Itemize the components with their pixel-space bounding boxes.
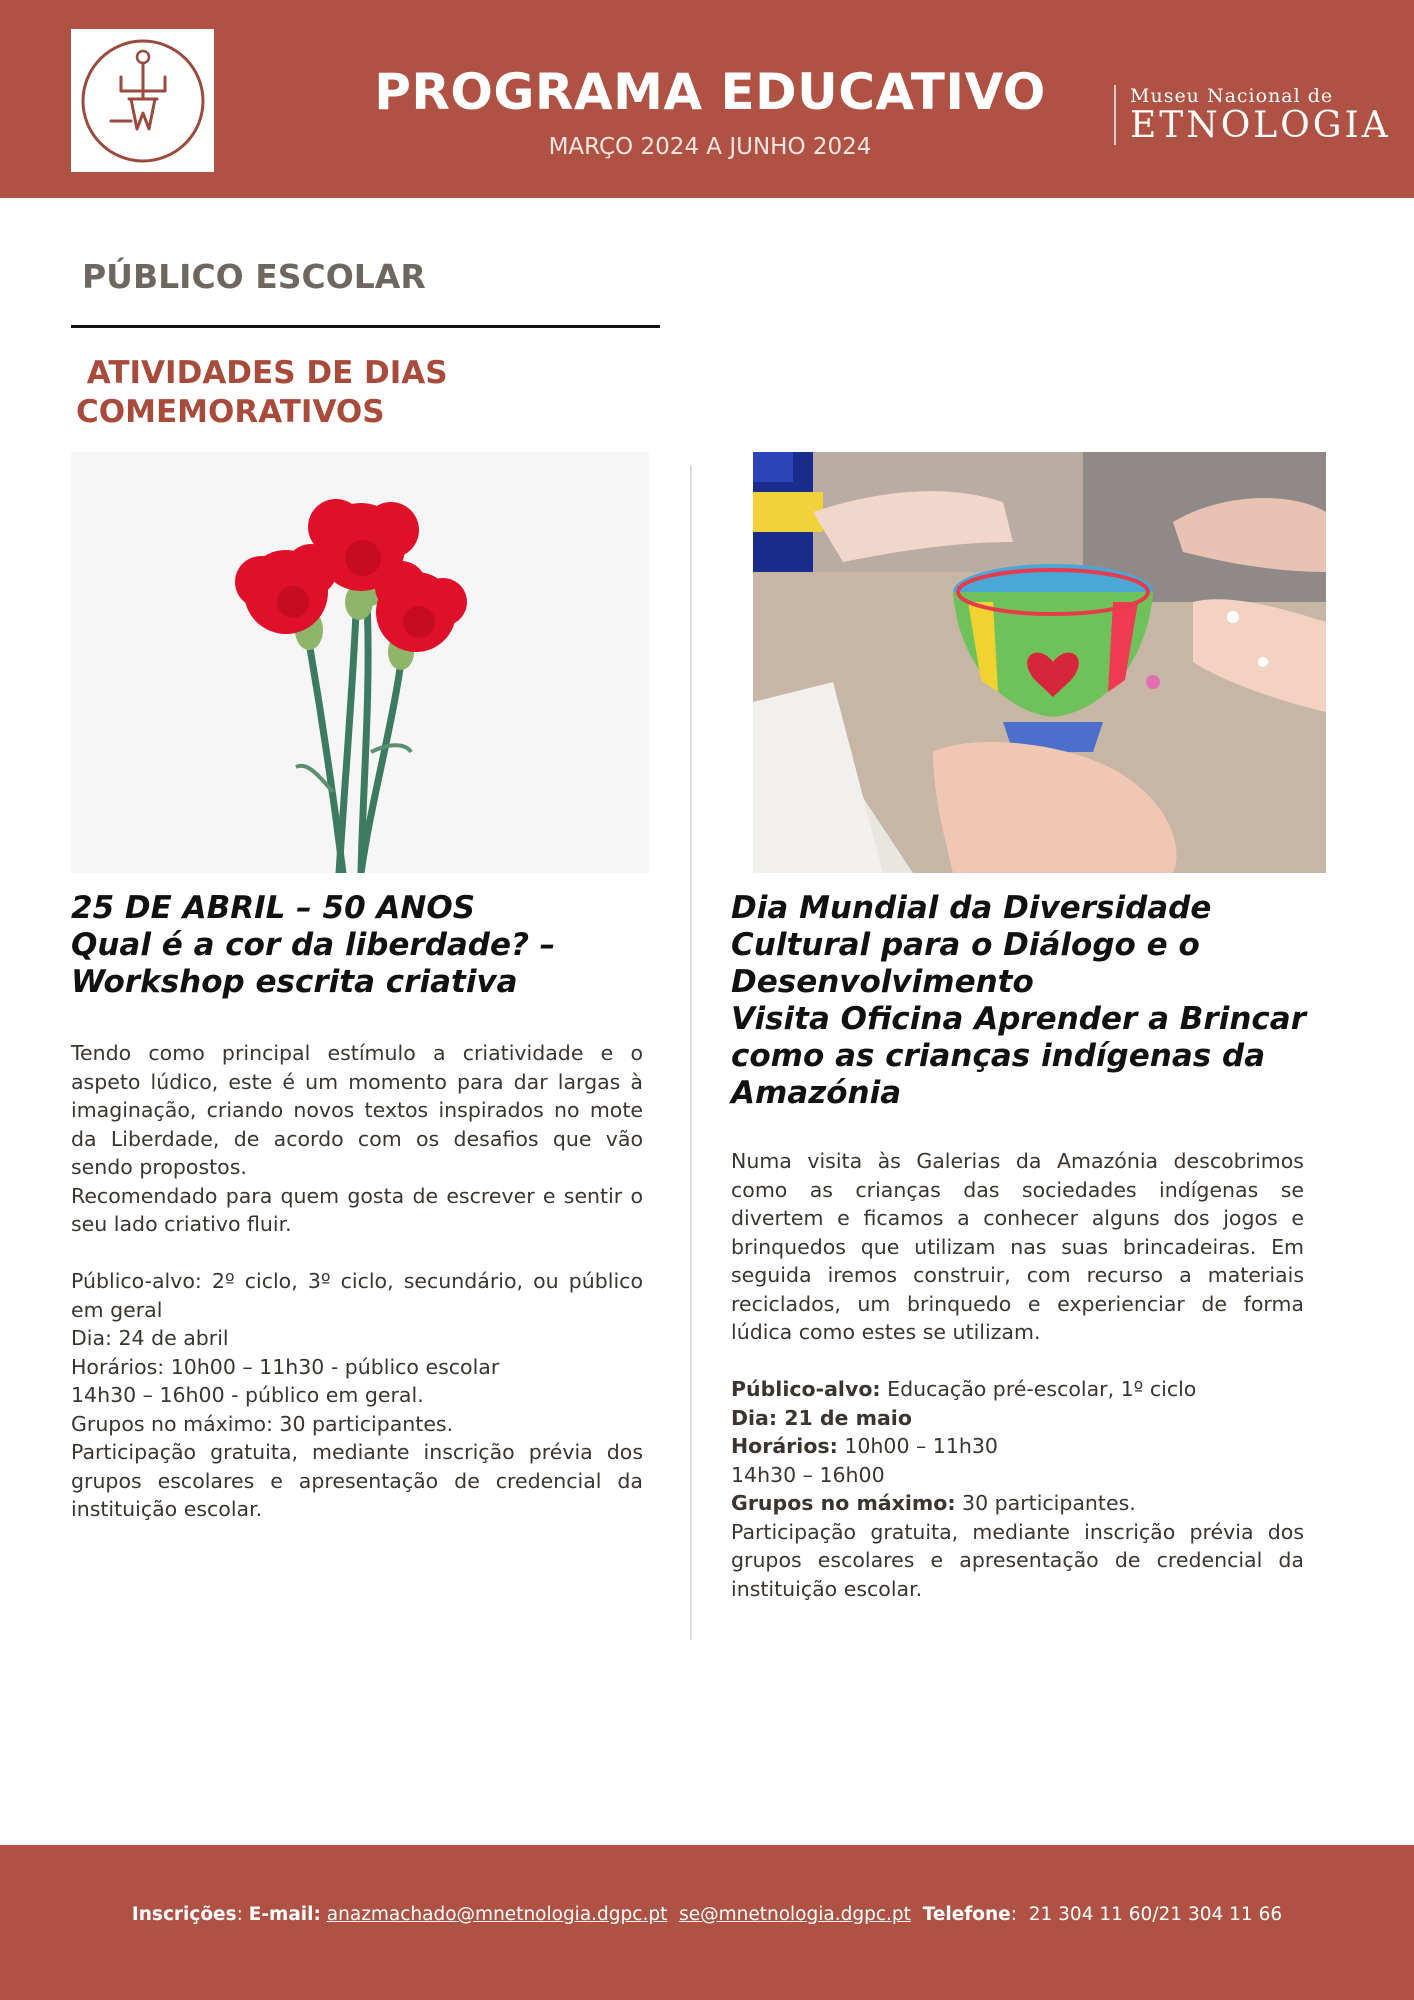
- activity-hours: 14h30 – 16h00: [731, 1462, 885, 1487]
- activity-title-line: Visita Oficina Aprender a Brincar: [731, 1001, 1306, 1037]
- children-craft-toy-photo: [753, 452, 1326, 873]
- activity-audience: [731, 1375, 1304, 1404]
- activity-title-line: Cultural para o Diálogo e o: [731, 927, 1200, 963]
- activity-hours: Horários: 10h00 – 11h30 - público escolar: [71, 1354, 500, 1379]
- activity-title-line: Desenvolvimento: [731, 964, 1034, 1000]
- activity-description-may: [731, 1147, 1304, 1603]
- activity-title-line: Workshop escrita criativa: [71, 964, 518, 1000]
- email-link-secondary[interactable]: se@mnetnologia.dgpc.pt: [679, 1904, 911, 1925]
- red-carnations-photo: [71, 452, 649, 873]
- audience-value: Educação pré-escolar, 1º ciclo: [880, 1377, 1197, 1401]
- activity-participation: Participação gratuita, mediante inscrição prévia dos grupos escolares e apresentação de credencial da instituição escolar.: [71, 1440, 643, 1521]
- activity-group-size: Grupos no máximo: 30 participantes.: [71, 1411, 454, 1436]
- email-link-primary[interactable]: anazmachado@mnetnologia.dgpc.pt: [326, 1904, 668, 1925]
- activity-title-may: [731, 890, 1331, 1112]
- activity-title-line: Amazónia: [731, 1075, 902, 1111]
- hours-value: 10h00 – 11h30: [837, 1434, 998, 1458]
- activity-hours: [731, 1432, 1304, 1461]
- phone-value: : 21 304 11 60/21 304 11 66: [1010, 1904, 1283, 1925]
- subsection-title: [76, 354, 676, 432]
- footer-contacts: [0, 1900, 1414, 1930]
- phone-label: Telefone: [922, 1904, 1011, 1925]
- activity-title-line: Dia Mundial da Diversidade: [731, 890, 1212, 926]
- activity-title-line: Qual é a cor da liberdade? –: [71, 927, 556, 963]
- activity-title-line: 25 DE ABRIL – 50 ANOS: [71, 890, 476, 926]
- subsection-title-line-2: COMEMORATIVOS: [76, 394, 385, 430]
- museum-logo: [71, 29, 214, 172]
- brand-bottom-text: ETNOLOGIA: [1130, 105, 1391, 146]
- activity-title-april: [71, 890, 651, 1001]
- activity-title-line: como as crianças indígenas da: [731, 1038, 1266, 1074]
- separator: :: [236, 1904, 249, 1925]
- museum-figure-logo-icon: [71, 29, 214, 172]
- hours-label: Horários:: [731, 1434, 838, 1458]
- groups-value: 30 participantes.: [955, 1491, 1136, 1515]
- subsection-title-line-1: ATIVIDADES DE DIAS: [76, 355, 448, 391]
- activity-intro: Tendo como principal estímulo a criatividade e o aspeto lúdico, este é um momento para dar largas à imaginação, criando novos textos inspirados no mote da Liberdade, de acordo com os desafios que vão sendo propostos.: [71, 1041, 643, 1179]
- activity-recommendation: Recomendado para quem gosta de escrever e sentir o seu lado criativo fluir.: [71, 1183, 643, 1236]
- activity-description-april: [71, 1039, 643, 1524]
- day-label: Dia: 21 de maio: [731, 1405, 912, 1430]
- column-divider: [690, 465, 692, 1640]
- program-title: PROGRAMA EDUCATIVO: [374, 63, 1046, 121]
- activity-hours: 14h30 – 16h00 - público em geral.: [71, 1383, 424, 1407]
- activity-participation: Participação gratuita, mediante inscrição prévia dos grupos escolares e apresentação de credencial da instituição escolar.: [731, 1519, 1304, 1601]
- program-period: MARÇO 2024 A JUNHO 2024: [548, 134, 872, 160]
- email-label: E-mail:: [248, 1904, 321, 1925]
- audience-label: Público-alvo:: [731, 1377, 881, 1401]
- museum-brand: [1114, 85, 1391, 146]
- section-divider: [71, 325, 660, 328]
- activity-intro: Numa visita às Galerias da Amazónia descobrimos como as crianças das sociedades indígenas se divertem e ficamos a conhecer alguns dos jogos e brinquedos que utilizam nas suas brincadeiras. Em seguida iremos construir, com recurso a materiais reciclados, um brinquedo e experienciar de forma lúdica como estes se utilizam.: [731, 1149, 1304, 1344]
- groups-label: Grupos no máximo:: [731, 1491, 956, 1515]
- activity-audience: Público-alvo: 2º ciclo, 3º ciclo, secundário, ou público em geral: [71, 1269, 643, 1322]
- inscricoes-label: Inscrições: [131, 1904, 237, 1925]
- header-banner: [0, 0, 1414, 198]
- activity-day: Dia: 24 de abril: [71, 1326, 229, 1350]
- activity-day: [731, 1404, 1304, 1433]
- activity-group-size: [731, 1489, 1304, 1518]
- brand-top-text: Museu Nacional de: [1130, 85, 1334, 107]
- section-title: PÚBLICO ESCOLAR: [82, 257, 426, 296]
